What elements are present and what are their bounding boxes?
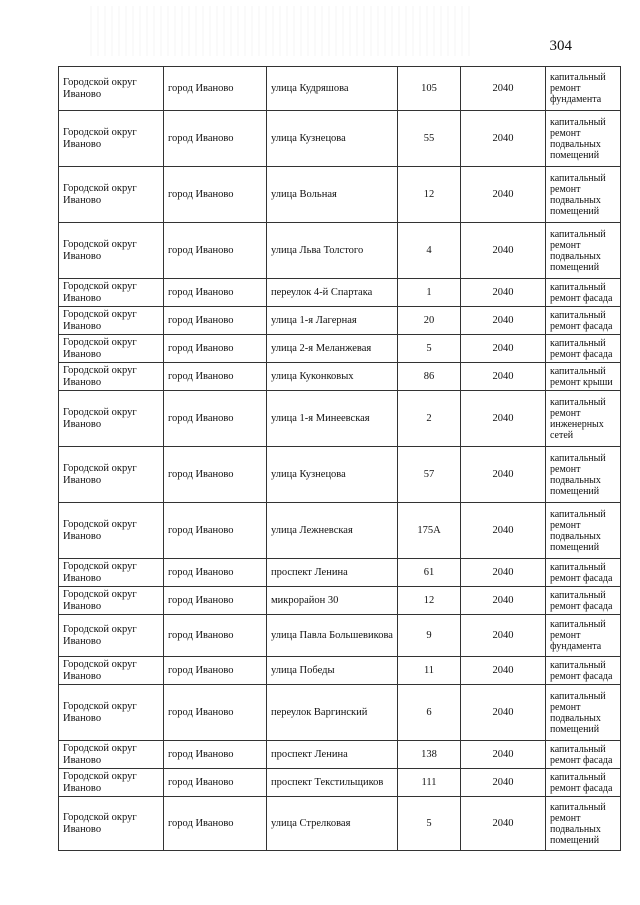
settlement-cell: город Иваново [164,657,267,685]
repair-plan-table [58,66,621,851]
street-cell: улица Лежневская [267,503,398,559]
settlement-cell: город Иваново [164,741,267,769]
work-type-cell: капитальный ремонт фасада [546,587,621,615]
street-cell: проспект Ленина [267,559,398,587]
table-row [59,587,621,615]
house-number-cell: 1 [398,279,461,307]
year-cell: 2040 [461,67,546,111]
work-type-cell: капитальный ремонт подвальных помещений [546,167,621,223]
house-number-cell: 5 [398,335,461,363]
year-cell: 2040 [461,559,546,587]
street-cell: улица Вольная [267,167,398,223]
work-type-cell: капитальный ремонт фундамента [546,67,621,111]
house-number-cell: 138 [398,741,461,769]
municipality-cell: Городской округ Иваново [59,559,164,587]
street-cell: улица 1-я Лагерная [267,307,398,335]
municipality-cell: Городской округ Иваново [59,335,164,363]
work-type-cell: капитальный ремонт фасада [546,657,621,685]
table-row [59,363,621,391]
settlement-cell: город Иваново [164,685,267,741]
year-cell: 2040 [461,741,546,769]
house-number-cell: 9 [398,615,461,657]
work-type-cell: капитальный ремонт инженерных сетей [546,391,621,447]
settlement-cell: город Иваново [164,67,267,111]
street-cell: улица Куконковых [267,363,398,391]
page-number: 304 [549,38,572,54]
street-cell: улица Кузнецова [267,447,398,503]
year-cell: 2040 [461,503,546,559]
work-type-cell: капитальный ремонт подвальных помещений [546,797,621,851]
table-row [59,111,621,167]
municipality-cell: Городской округ Иваново [59,797,164,851]
settlement-cell: город Иваново [164,335,267,363]
municipality-cell: Городской округ Иваново [59,391,164,447]
work-type-cell: капитальный ремонт фасада [546,741,621,769]
year-cell: 2040 [461,279,546,307]
municipality-cell: Городской округ Иваново [59,223,164,279]
settlement-cell: город Иваново [164,279,267,307]
table-row [59,769,621,797]
year-cell: 2040 [461,391,546,447]
table-row [59,307,621,335]
settlement-cell: город Иваново [164,769,267,797]
house-number-cell: 12 [398,587,461,615]
street-cell: улица Павла Большевикова [267,615,398,657]
work-type-cell: капитальный ремонт фасада [546,559,621,587]
table-row [59,447,621,503]
house-number-cell: 55 [398,111,461,167]
year-cell: 2040 [461,587,546,615]
municipality-cell: Городской округ Иваново [59,67,164,111]
municipality-cell: Городской округ Иваново [59,447,164,503]
house-number-cell: 57 [398,447,461,503]
year-cell: 2040 [461,167,546,223]
year-cell: 2040 [461,307,546,335]
work-type-cell: капитальный ремонт подвальных помещений [546,685,621,741]
house-number-cell: 86 [398,363,461,391]
table-row [59,741,621,769]
street-cell: улица 1-я Минеевская [267,391,398,447]
table-body [59,67,621,851]
house-number-cell: 20 [398,307,461,335]
work-type-cell: капитальный ремонт крыши [546,363,621,391]
street-cell: микрорайон 30 [267,587,398,615]
street-cell: улица Льва Толстого [267,223,398,279]
table-row [59,279,621,307]
house-number-cell: 111 [398,769,461,797]
house-number-cell: 61 [398,559,461,587]
table-row [59,391,621,447]
house-number-cell: 12 [398,167,461,223]
settlement-cell: город Иваново [164,447,267,503]
street-cell: проспект Текстильщиков [267,769,398,797]
work-type-cell: капитальный ремонт подвальных помещений [546,503,621,559]
municipality-cell: Городской округ Иваново [59,615,164,657]
street-cell: улица Кудряшова [267,67,398,111]
street-cell: улица Стрелковая [267,797,398,851]
table-row [59,223,621,279]
year-cell: 2040 [461,769,546,797]
municipality-cell: Городской округ Иваново [59,363,164,391]
municipality-cell: Городской округ Иваново [59,307,164,335]
year-cell: 2040 [461,615,546,657]
table-row [59,657,621,685]
house-number-cell: 11 [398,657,461,685]
table-row [59,335,621,363]
street-cell: улица 2-я Меланжевая [267,335,398,363]
municipality-cell: Городской округ Иваново [59,503,164,559]
settlement-cell: город Иваново [164,167,267,223]
table-row [59,615,621,657]
municipality-cell: Городской округ Иваново [59,741,164,769]
year-cell: 2040 [461,447,546,503]
settlement-cell: город Иваново [164,223,267,279]
municipality-cell: Городской округ Иваново [59,279,164,307]
table-row [59,685,621,741]
table-row [59,559,621,587]
table-row [59,797,621,851]
house-number-cell: 6 [398,685,461,741]
work-type-cell: капитальный ремонт фасада [546,769,621,797]
year-cell: 2040 [461,223,546,279]
work-type-cell: капитальный ремонт подвальных помещений [546,447,621,503]
municipality-cell: Городской округ Иваново [59,587,164,615]
house-number-cell: 4 [398,223,461,279]
house-number-cell: 2 [398,391,461,447]
settlement-cell: город Иваново [164,559,267,587]
work-type-cell: капитальный ремонт фасада [546,279,621,307]
work-type-cell: капитальный ремонт подвальных помещений [546,223,621,279]
scan-artifact [90,6,470,56]
house-number-cell: 5 [398,797,461,851]
house-number-cell: 175А [398,503,461,559]
settlement-cell: город Иваново [164,503,267,559]
table-row [59,167,621,223]
work-type-cell: капитальный ремонт фасада [546,307,621,335]
year-cell: 2040 [461,363,546,391]
street-cell: улица Кузнецова [267,111,398,167]
year-cell: 2040 [461,685,546,741]
year-cell: 2040 [461,111,546,167]
settlement-cell: город Иваново [164,307,267,335]
settlement-cell: город Иваново [164,615,267,657]
house-number-cell: 105 [398,67,461,111]
municipality-cell: Городской округ Иваново [59,685,164,741]
settlement-cell: город Иваново [164,797,267,851]
work-type-cell: капитальный ремонт фундамента [546,615,621,657]
year-cell: 2040 [461,657,546,685]
municipality-cell: Городской округ Иваново [59,167,164,223]
street-cell: переулок Варгинский [267,685,398,741]
table-row [59,67,621,111]
municipality-cell: Городской округ Иваново [59,111,164,167]
municipality-cell: Городской округ Иваново [59,769,164,797]
work-type-cell: капитальный ремонт подвальных помещений [546,111,621,167]
municipality-cell: Городской округ Иваново [59,657,164,685]
settlement-cell: город Иваново [164,391,267,447]
street-cell: переулок 4-й Спартака [267,279,398,307]
settlement-cell: город Иваново [164,363,267,391]
street-cell: улица Победы [267,657,398,685]
year-cell: 2040 [461,797,546,851]
work-type-cell: капитальный ремонт фасада [546,335,621,363]
table-row [59,503,621,559]
settlement-cell: город Иваново [164,587,267,615]
year-cell: 2040 [461,335,546,363]
street-cell: проспект Ленина [267,741,398,769]
settlement-cell: город Иваново [164,111,267,167]
